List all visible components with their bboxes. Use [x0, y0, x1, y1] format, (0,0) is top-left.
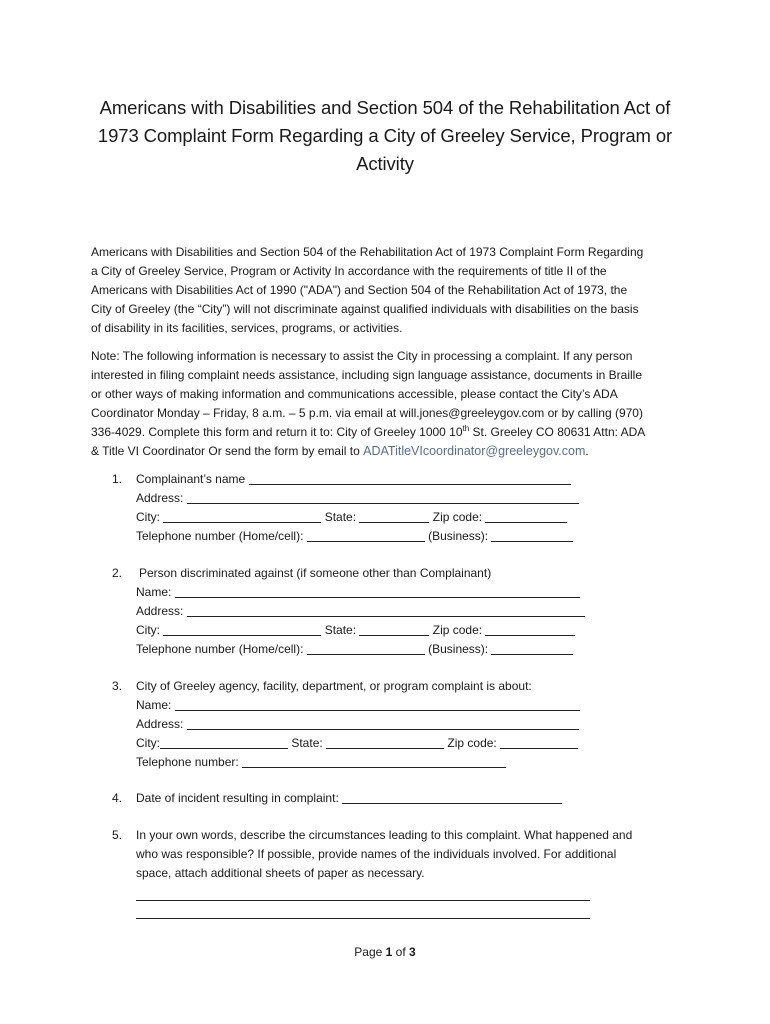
note-line: interested in filing complaint needs assistance, including sign language assistance, documents in Braille: [91, 368, 642, 382]
complainant-phone-label: Telephone number (Home/cell):: [136, 529, 304, 543]
note-line: or other ways of making information and communications accessible, please contact the City’s ADA: [91, 387, 618, 401]
note-text: St. Greeley CO 80631 Attn: ADA: [469, 425, 646, 439]
agency-phone-label: Telephone number:: [136, 755, 239, 769]
note-line: [91, 442, 691, 461]
title-line: 1973 Complaint Form Regarding a City of Greeley Service, Program or: [97, 125, 673, 146]
complainant-business-label: (Business):: [428, 529, 489, 543]
person-zip-label: Zip code:: [432, 623, 483, 637]
note-line: Note: The following information is necessary to assist the City in processing a complaint. If any person: [91, 349, 633, 363]
note-line: [91, 423, 691, 442]
agency-address-field[interactable]: [187, 717, 579, 730]
description-answer-line[interactable]: [136, 901, 590, 919]
intro-line: a City of Greeley Service, Program or Activity In accordance with the requirements of title II of the: [91, 264, 607, 278]
agency-zip-label: Zip code:: [447, 736, 497, 750]
person-name-field[interactable]: [175, 585, 580, 598]
complainant-phone-field[interactable]: [307, 529, 425, 542]
person-state-label: State:: [324, 623, 357, 637]
note-text: .: [585, 444, 589, 458]
incident-date-label: Date of incident resulting in complaint:: [136, 791, 339, 805]
complainant-state-field[interactable]: [359, 510, 429, 523]
intro-line: City of Greeley (the “City”) will not discriminate against qualified individuals with disabilities on the basis: [91, 302, 639, 316]
current-page-number: 1: [385, 945, 393, 959]
intro-line: Americans with Disabilities Act of 1990 ("ADA") and Section 504 of the Rehabilitation Act of 1973, the: [91, 283, 628, 297]
description-prompt-line: In your own words, describe the circumstances leading to this complaint. What happened and: [136, 828, 633, 842]
agency-phone-field[interactable]: [242, 755, 506, 768]
of-word: of: [395, 945, 406, 959]
item-number: 1.: [112, 472, 123, 486]
description-answer-line[interactable]: [136, 883, 590, 901]
complainant-city-field[interactable]: [163, 510, 321, 523]
complainant-address-label: Address:: [136, 491, 184, 505]
item-number: 3.: [112, 679, 123, 693]
person-name-label: Name:: [136, 585, 172, 599]
agency-address-label: Address:: [136, 717, 184, 731]
person-phone-field[interactable]: [307, 642, 425, 655]
item-number: 2.: [112, 566, 123, 580]
complainant-zip-label: Zip code:: [432, 510, 483, 524]
intro-paragraph: [91, 243, 691, 338]
total-page-count: 3: [409, 945, 416, 959]
note-line: Coordinator Monday – Friday, 8 a.m. – 5 p.m. via email at will.jones@greeleygov.com or by calling (970): [91, 406, 643, 420]
agency-state-label: State:: [291, 736, 323, 750]
incident-date-field[interactable]: [342, 791, 562, 804]
note-paragraph: [91, 347, 691, 461]
complainant-business-field[interactable]: [491, 529, 573, 542]
title-line: Americans with Disabilities and Section 504 of the Rehabilitation Act of: [99, 97, 671, 118]
complainant-name-label: Complainant’s name: [136, 472, 246, 486]
section-heading: Person discriminated against (if someone other than Complainant): [139, 566, 492, 580]
note-text: & Title VI Coordinator Or send the form by email to: [91, 444, 364, 458]
person-city-field[interactable]: [163, 623, 321, 636]
agency-city-label: City:: [136, 736, 160, 750]
complainant-state-label: State:: [324, 510, 357, 524]
intro-line: Americans with Disabilities and Section 504 of the Rehabilitation Act of 1973 Complaint Form Regarding: [91, 245, 644, 259]
item-number: 4.: [112, 791, 123, 805]
intro-line: of disability in its facilities, services, programs, or activities.: [91, 321, 403, 335]
complainant-zip-field[interactable]: [485, 510, 567, 523]
note-text: 336-4029. Complete this form and return it to: City of Greeley 1000 10: [91, 425, 463, 439]
description-prompt-line: who was responsible? If possible, provide names of the individuals involved. For additional: [136, 847, 617, 861]
page-footer: [0, 943, 770, 962]
person-city-label: City:: [136, 623, 160, 637]
person-business-label: (Business):: [428, 642, 489, 656]
complainant-city-label: City:: [136, 510, 160, 524]
agency-state-field[interactable]: [326, 736, 444, 749]
person-business-field[interactable]: [491, 642, 573, 655]
complainant-name-field[interactable]: [249, 472, 571, 485]
person-address-field[interactable]: [187, 604, 585, 617]
email-link[interactable]: ADATitleVIcoordinator@greeleygov.com: [363, 444, 586, 458]
ordinal-suffix: th: [462, 424, 470, 433]
person-zip-field[interactable]: [485, 623, 575, 636]
agency-name-label: Name:: [136, 698, 172, 712]
complainant-address-field[interactable]: [187, 491, 579, 504]
title-line: Activity: [356, 153, 414, 174]
person-state-field[interactable]: [359, 623, 429, 636]
agency-zip-field[interactable]: [500, 736, 578, 749]
person-address-label: Address:: [136, 604, 184, 618]
item-number: 5.: [112, 828, 123, 842]
section-heading: City of Greeley agency, facility, department, or program complaint is about:: [136, 679, 532, 693]
description-prompt-line: space, attach additional sheets of paper as necessary.: [136, 866, 425, 880]
agency-name-field[interactable]: [175, 698, 580, 711]
person-phone-label: Telephone number (Home/cell):: [136, 642, 304, 656]
form-title: [60, 94, 710, 178]
agency-city-field[interactable]: [160, 736, 288, 749]
page-word: Page: [354, 945, 383, 959]
